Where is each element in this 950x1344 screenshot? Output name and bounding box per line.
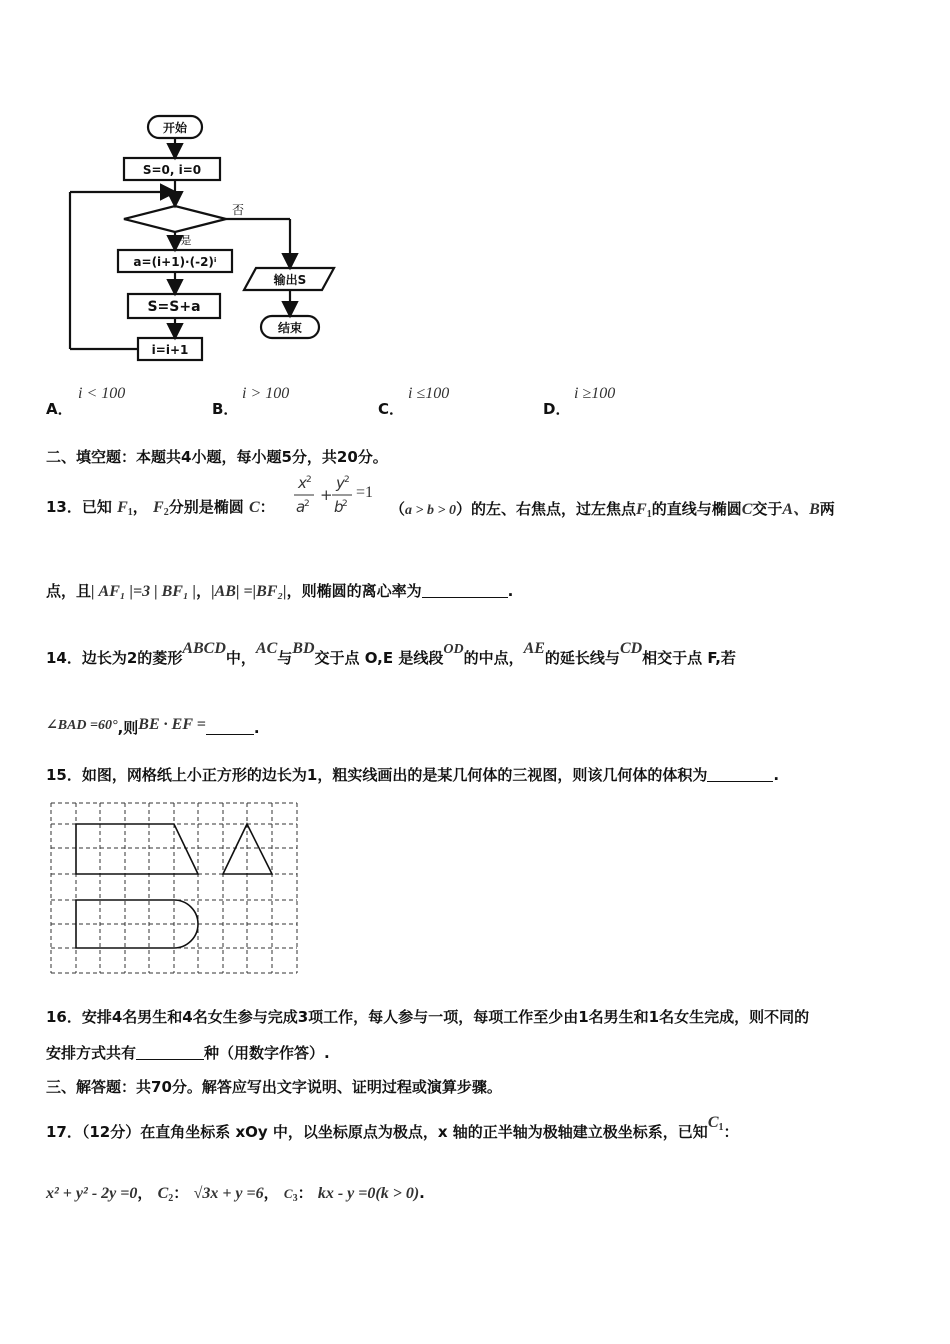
choice-a-letter[interactable]: A． — [46, 400, 73, 418]
svg-text:结束: 结束 — [277, 321, 303, 335]
q15-text: 15．如图，网格纸上小正方形的边长为1，粗实线画出的是某几何体的三视图，则该几何体的体积为 . — [46, 766, 780, 784]
choice-b-letter[interactable]: B． — [212, 400, 239, 418]
q15-answer-blank[interactable] — [707, 767, 773, 782]
q14-line2: ∠BAD =60°,则BE · EF = . — [46, 716, 260, 737]
decision-diamond — [124, 206, 226, 232]
q16-answer-blank[interactable] — [136, 1045, 204, 1060]
svg-text:2: 2 — [344, 475, 350, 485]
svg-text:S=0, i=0: S=0, i=0 — [142, 163, 202, 177]
q17-line1: 17．（12分）在直角坐标系 xOy 中，以坐标原点为极点，x 轴的正半轴为极轴建立极坐标系，已知$C_1$： — [46, 1114, 739, 1141]
q13-line1: 13．已知 $F_1$， $F_2$分别是椭圆 C： — [46, 498, 275, 518]
three-view-grid — [48, 800, 300, 976]
choice-a-expr: i < 100 — [78, 385, 126, 402]
svg-text:2: 2 — [304, 499, 310, 509]
section3-header: 三、解答题：共70分。解答应写出文字说明、证明过程或演算步骤。 — [46, 1078, 502, 1096]
choice-c-expr: i ≤100 — [408, 385, 450, 402]
svg-text:否: 否 — [231, 203, 245, 217]
flowchart — [60, 108, 350, 366]
svg-text:+: + — [320, 486, 333, 504]
svg-text:2: 2 — [342, 499, 348, 509]
svg-text:x: x — [298, 474, 307, 492]
choice-b-expr: i > 100 — [242, 385, 290, 402]
svg-text:y: y — [336, 474, 345, 492]
choice-d-letter[interactable]: D． — [543, 400, 571, 418]
svg-text:a=(i+1)·(-2)ⁱ: a=(i+1)·(-2)ⁱ — [133, 255, 217, 269]
front-view — [76, 824, 198, 874]
section2-header: 二、填空题：本题共4小题，每小题5分，共20分。 — [46, 448, 388, 466]
choice-d-expr: i ≥100 — [574, 385, 616, 402]
svg-text:输出S: 输出S — [273, 273, 307, 287]
q13-line2: 点，且| AF₁ |=3 | BF₁ |，|AB| =|BF₂|，则椭圆的离心率为 . — [46, 582, 514, 600]
svg-text:是: 是 — [180, 234, 192, 247]
svg-text:i=i+1: i=i+1 — [151, 343, 189, 357]
q13-line1-rest: （a > b > 0）的左、右焦点，过左焦点$F_1$的直线与椭圆C交于A、B两 — [390, 500, 835, 520]
svg-text:开始: 开始 — [162, 121, 188, 135]
q16-line2: 安排方式共有 种（用数字作答）. — [46, 1044, 330, 1062]
svg-text:2: 2 — [306, 475, 312, 485]
q13-eq-rhs: =1 — [356, 484, 374, 501]
svg-text:a: a — [296, 498, 306, 516]
svg-text:S=S+a: S=S+a — [147, 299, 201, 315]
q13-answer-blank[interactable] — [422, 583, 508, 598]
q17-line2: x² + y² - 2y =0， $C_2$： √3x + y =6， $C_3$： kx - y =0(k > 0). — [46, 1184, 425, 1204]
svg-text:b: b — [334, 498, 344, 516]
q16-line1: 16．安排4名男生和4名女生参与完成3项工作，每人参与一项，每项工作至少由1名男生和1名女生完成，则不同的 — [46, 1008, 810, 1026]
q14-line1: 14．边长为2的菱形ABCD中，AC与BD交于点 O,E 是线段OD的中点，AE的延长线与CD相交于点 F,若 — [46, 640, 736, 667]
q13-ellipse-equation — [292, 474, 388, 522]
choice-c-letter[interactable]: C． — [378, 400, 405, 418]
q14-answer-blank[interactable] — [206, 720, 254, 735]
